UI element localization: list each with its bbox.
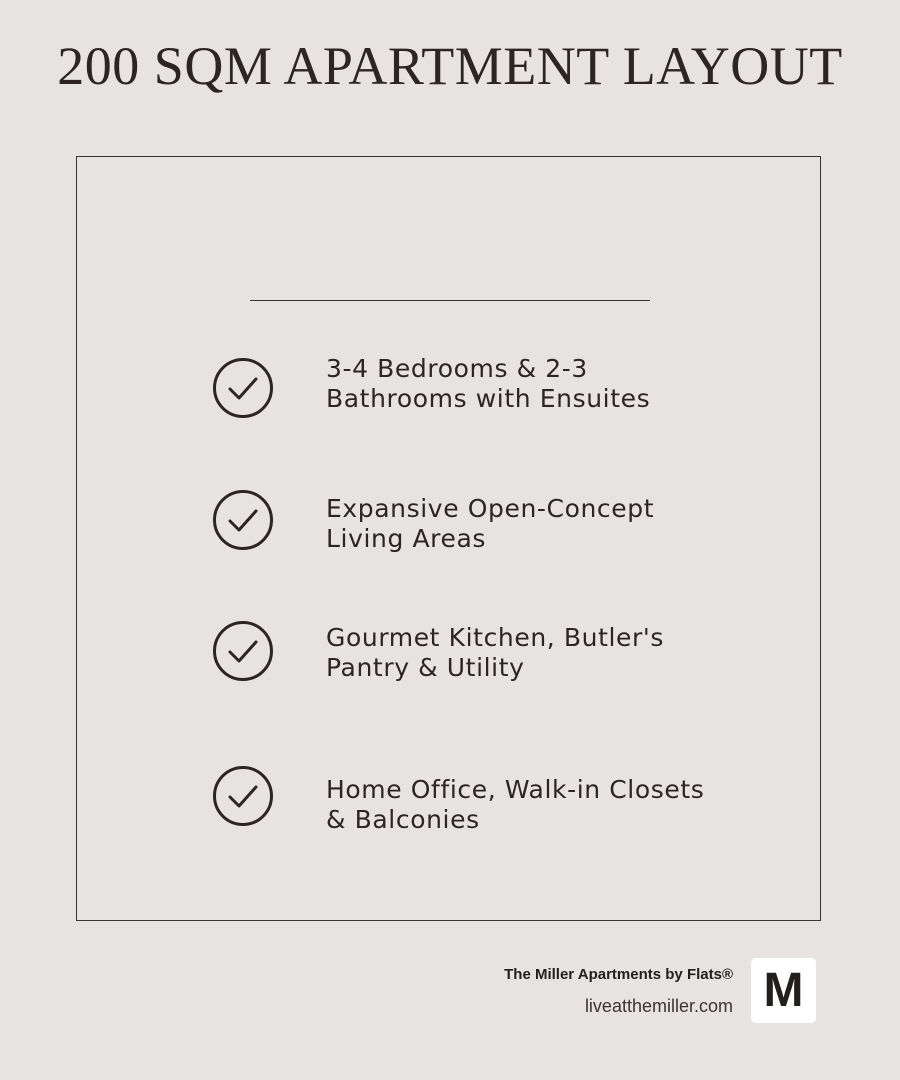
website-link[interactable]: liveatthemiller.com: [584, 996, 733, 1016]
logo-letter: M: [763, 963, 804, 1017]
feature-line-2: & Balconies: [326, 805, 480, 834]
divider-line: [250, 300, 650, 301]
feature-line-2: Pantry & Utility: [326, 653, 525, 682]
check-circle-icon: [212, 765, 274, 827]
check-circle-icon: [212, 620, 274, 682]
feature-item-office: [212, 765, 752, 834]
feature-line-1: 3-4 Bedrooms & 2-3: [326, 354, 588, 383]
feature-text: [326, 623, 756, 683]
check-circle-icon: [212, 489, 274, 551]
page-title: 200 SQM APARTMENT LAYOUT: [57, 36, 843, 96]
feature-line-2: Living Areas: [326, 524, 487, 553]
feature-item-kitchen: [212, 620, 752, 684]
feature-line-1: Home Office, Walk-in Closets: [326, 775, 705, 804]
feature-line-2: Bathrooms with Ensuites: [326, 384, 651, 413]
feature-text: [326, 354, 756, 414]
company-name: The Miller Apartments by Flats®: [504, 966, 733, 983]
feature-item-bedrooms: [212, 354, 752, 421]
feature-line-1: Expansive Open-Concept: [326, 494, 655, 523]
check-circle-icon: [212, 357, 274, 419]
feature-text: [326, 775, 756, 835]
brand-logo: [751, 958, 816, 1023]
feature-text: [326, 494, 756, 554]
feature-item-living-areas: [212, 489, 752, 553]
feature-line-1: Gourmet Kitchen, Butler's: [326, 623, 664, 652]
